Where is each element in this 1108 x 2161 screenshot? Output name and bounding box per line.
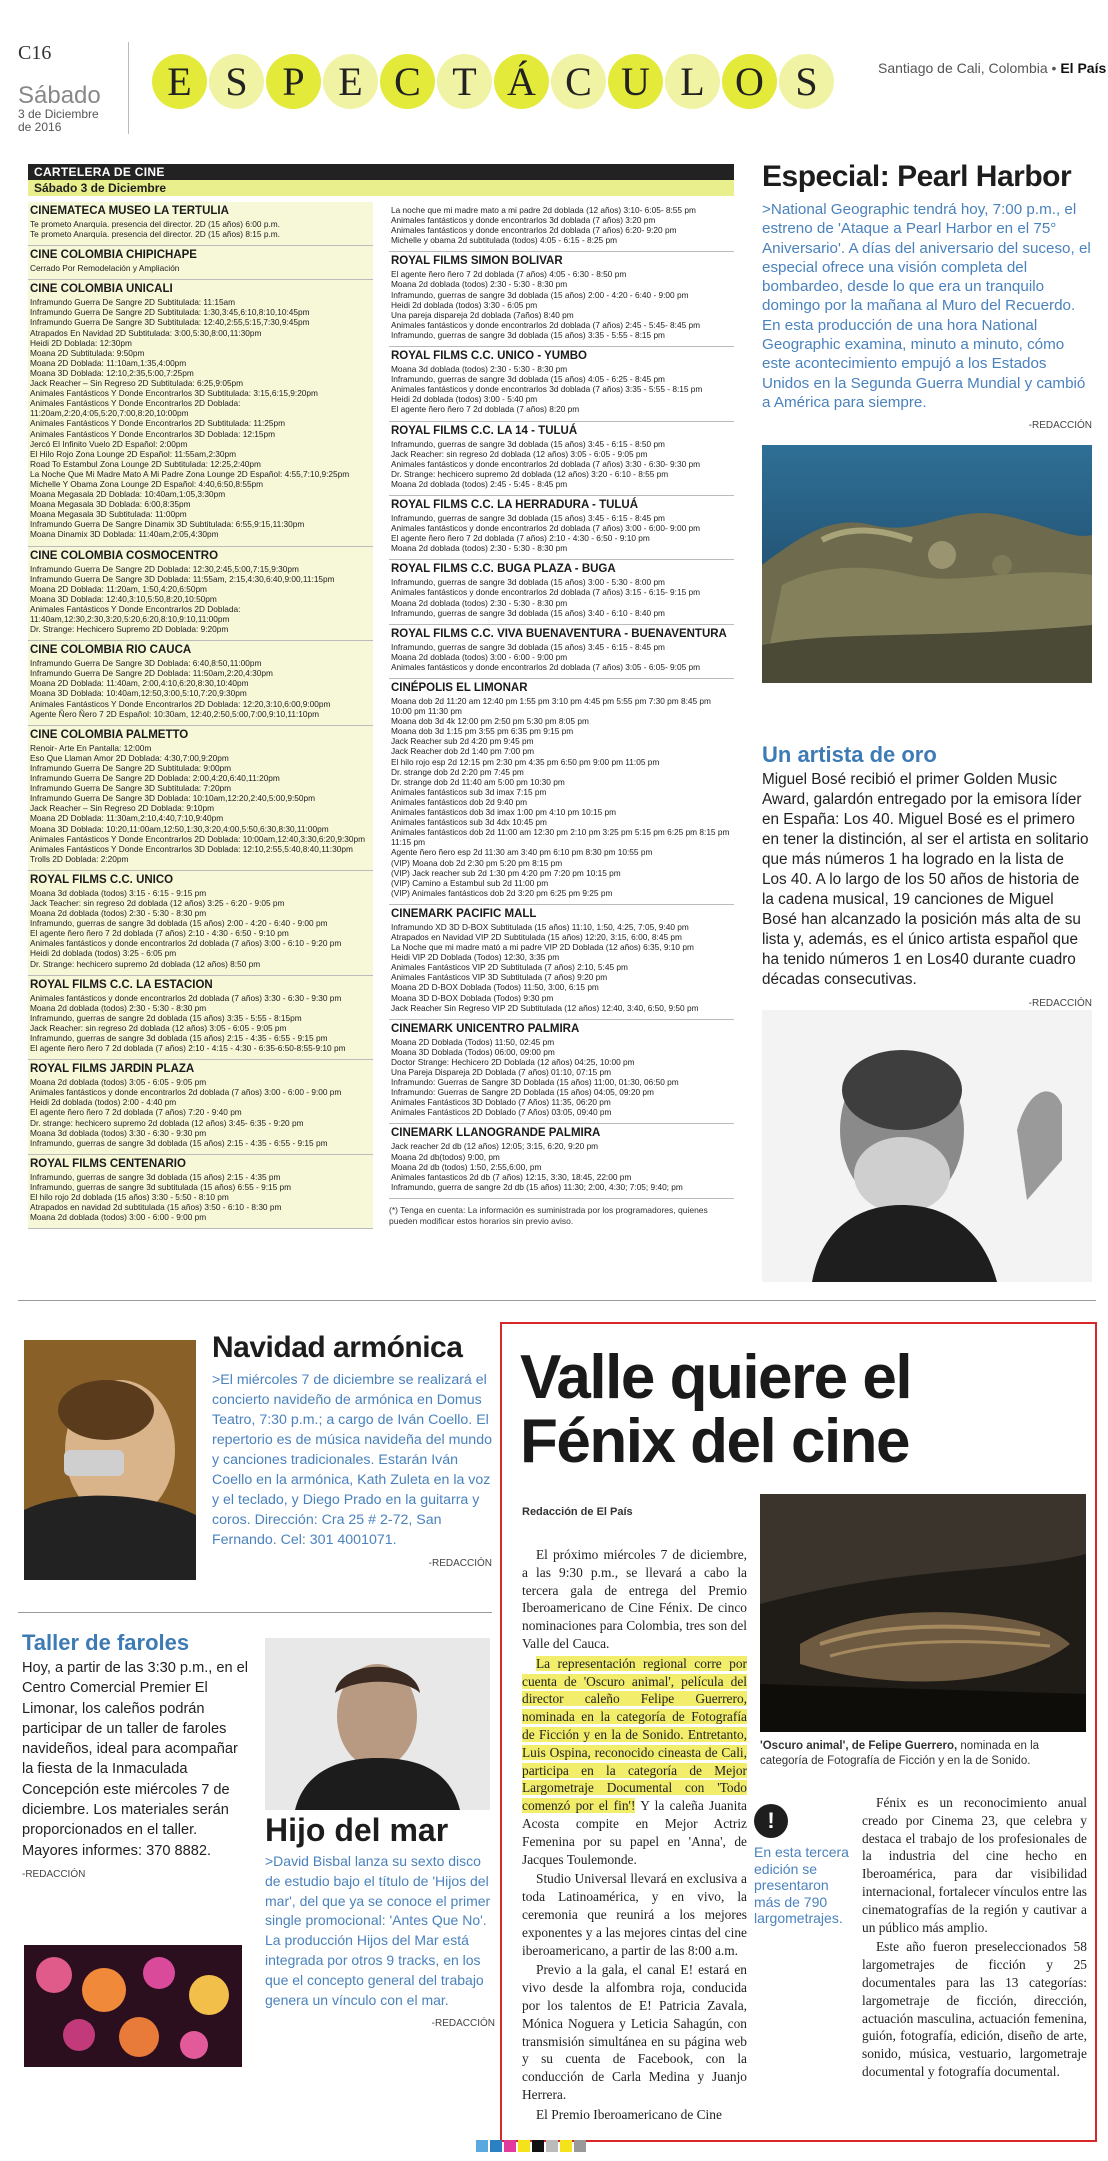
article-credit: -REDACCIÓN <box>1028 420 1092 432</box>
title-letter: C <box>551 54 606 109</box>
cinema-listing <box>389 347 734 421</box>
cinema-name: ROYAL FILMS C.C. LA 14 - TULUÁ <box>391 424 578 437</box>
section-title <box>152 54 834 109</box>
caption-text: nominada en la categoría de Fotografía de Ficción y en la de Sonido. <box>760 1740 1040 1767</box>
masthead <box>18 42 1107 134</box>
cinema-name: CINE COLOMBIA RIO CAUCA <box>30 644 192 657</box>
article-title: Hijo del mar <box>265 1812 449 1848</box>
showtimes: Jack reacher 2d db (12 años) 12:05; 3:15, 6:20, 9:20 pm Moana 2d db(todos) 9:00, pm Moana 2d db (todos) 1:50, 2:55,6:00, pm Animales fantasticos 2d db (7 años) 12:15, 3:30, 18:45, 22:00 pm Inframundo, guerra de sangre 2d db (15 años) 11:30; 2:00, 4:30; 7:05; 9:40; pm <box>391 1141 683 1192</box>
article-body: >El miércoles 7 de diciembre se realizará el concierto navideño de armónica en Domus Teatro, 7:30 p.m.; a cargo de Iván Coello. El repertorio es de música navideña del mundo y canciones tradicionales. Estarán Iván Coello en la armónica, Kath Zuleta en la voz y el teclado, y Diego Prado en la guitarra y coros. Dirección: Cra 25 # 2-72, San Fernando. Cel: 301 4001071. <box>212 1372 492 1548</box>
showtimes: Renoir- Arte En Pantalla: 12:00m Eso Que Llaman Amor 2D Doblada: 4:30,7:00,9:20pm Inframundo Guerra De Sangre 2D Subtitulada: 9:00pm Inframundo Guerra De Sangre 2D Doblada: 2:00,4:20,6:40,11:20pm Inframundo Guerra De Sangre 3D Subtitulada: 7:20pm Inframundo Guerra De Sangre 3D Doblada: 10:10am,12:20,2:40,5:00,9:50pm Jack Reacher – Sin Regreso 2D Doblada: 9:10pm Moana 2D Doblada: 11:30am,2:10,4:40,7:10,9:40pm Moana 3D Doblada: 10:20,11:00am,12:50,1:30,3:20,4:00,5:50,6:30,8:30,11:00pm Animales Fantásticos Y Donde Encontrarlos 2D Doblada: 10:00am,12:40,3:30,6:20,9:30pm Animales Fantásticos Y Donde Encontrarlos 3D Doblada: 12:10,2:55,5:40,8:40,11:30pm Trolls 2D Doblada: 2:20pm <box>30 742 366 864</box>
region-text: Santiago de Cali, Colombia • <box>878 60 1061 76</box>
title-letter: O <box>722 54 777 109</box>
showtimes: Inframundo, guerras de sangre 3d doblada (15 años) 3:45 - 6:15 - 8:45 pm Moana 2d doblada (todos) 3:00 - 6:00 - 9:00 pm Animales fantásticos y donde encontrarlos 2d doblada (7 años) 3:05 - 6:05- 9:05 pm <box>391 641 701 672</box>
divider <box>18 1612 492 1613</box>
article-credit: -REDACCIÓN <box>431 2018 495 2030</box>
showtimes: Moana dob 2d 11:20 am 12:40 pm 1:55 pm 3:10 pm 4:45 pm 5:55 pm 7:30 pm 8:45 pm 10:00 pm 11:30 pm Moana dob 3d 4k 12:00 pm 2:50 pm 5:30 pm 8:05 pm Moana dob 3d 1:15 pm 3:55 pm 6:35 pm 9:15 pm Jack Reacher sub 2d 4:20 pm 9:45 pm Jack Reacher dob 2d 1:40 pm 7:00 pm El hilo rojo esp 2d 12:15 pm 2:30 pm 4:35 pm 6:50 pm 9:00 pm 11:05 pm Dr. strange dob 2d 2:20 pm 7:45 pm Dr. strange dob 2d 11:40 am 5:00 pm 10:30 pm Animales fantásticos sub 3d imax 7:15 pm Animales fantásticos dob 2d 9:40 pm Animales fantásticos dob 3d imax 1:00 pm 4:10 pm 10:15 pm Animales fantásticos sub 3d 4dx 10:45 pm Animales fantásticos dob 2d 11:00 am 12:30 pm 2:10 pm 3:25 pm 5:15 pm 6:25 pm 8:15 pm 11:15 pm Agente ñero ñero esp 2d 11:30 am 3:40 pm 6:10 pm 8:30 pm 10:55 pm (VIP) Moana dob 2d 2:30 pm 5:20 pm 8:15 pm (VIP) Jack reacher sub 2d 1:30 pm 4:20 pm 7:20 pm 10:15 pm (VIP) Camino a Estambul sub 2d 11:00 pm (VIP) Animales fantásticos dob 2d 3:20 pm 6:25 pm 9:25 pm <box>391 696 730 898</box>
cinema-listing <box>389 202 734 252</box>
cinema-listing <box>389 496 734 560</box>
cinema-name: ROYAL FILMS JARDIN PLAZA <box>30 1063 195 1076</box>
day-label: Sábado <box>18 82 101 109</box>
article-title: Navidad armónica <box>212 1331 463 1364</box>
artista-article <box>762 742 1092 1009</box>
paragraph: Studio Universal llevará en exclusiva a toda Latinoamérica, y en vivo, la ceremonia que reunirá a los mejores exponentes y a las mejores cintas del cine iberoamericano, a partir de las 8:00 a.m. <box>522 1871 747 1958</box>
hijo-del-mar-article <box>265 1810 495 2029</box>
cinema-listing <box>389 560 734 624</box>
showtimes: Inframundo Guerra De Sangre 2D Subtitulada: 11:15am Inframundo Guerra De Sangre 2D Subtitulada: 1:30,3:45,6:10,8:10,10:45pm Inframundo Guerra De Sangre 3D Subtitulada: 12:40,2:55,5:15,7:30,9:45pm Atrapados En Navidad 2D Subtitulada: 3:00,5:30,8:00,11:30pm Heidi 2D Doblada: 12:30pm Moana 2D Subtitulada: 9:50pm Moana 2D Doblada: 11:10am,1:35,4:00pm Moana 3D Doblada: 12:10,2:35,5:00,7:25pm Jack Reacher – Sin Regreso 2D Subtitulada: 6:25,9:05pm Animales Fantásticos Y Donde Encontrarlos 3D Subtitulada: 3:15,6:15,9:20pm Animales Fantásticos Y Donde Encontrarlos 2D Doblada: 11:20am,2:20,4:05,5:20,7:00,8:20,10:00pm Animales Fantásticos Y Donde Encontrarlos 2D Subtitulada: 11:25pm Animales Fantásticos Y Donde Encontrarlos 3D Doblada: 12:15pm Jercó El Infinito Vuelo 2D Español: 2:00pm El Hilo Rojo Zona Lounge 2D Español: 11:55am,2:30pm Road To Estambul Zona Lounge 2D Subtitulada: 12:25,2:40pm La Noche Que Mi Madre Mato A Mi Padre Zona Lounge 2D Español: 4:55,7:10,9:25pm Michelle Y Obama Zona Lounge 2D Español: 4:40,6:50,8:55pm Moana Megasala 2D Doblada: 10:40am,1:05,3:30pm Moana Megasala 3D Doblada: 6:00,8:35pm Moana Megasala 3D Subtitulada: 11:00pm Inframundo Guerra De Sangre Dinamix 3D Subtitulada: 6:55,9:15,11:30pm Moana Dinamix 3D Doblada: 11:40am,2:05,4:30pm <box>30 297 350 540</box>
paragraph-text: Y la caleña Juanita Acosta compite en Mejor Actriz Femenina por su papel en 'Anna', de Jacques Toulemonde. <box>522 1798 747 1867</box>
showtimes: El agente ñero ñero 7 2d doblada (7 años) 4:05 - 6:30 - 8:50 pm Moana 2d doblada (todos) 2:30 - 5:30 - 8:30 pm Inframundo, guerras de sangre 3d doblada (15 años) 2:00 - 4:20 - 6:40 - 9:00 pm Heidi 2d doblada (todos) 3:30 - 6:05 pm Una pareja dispareja 2d doblada (7años) 8:40 pm Animales fantásticos y donde encontrarlos 2d doblada (7 años) 2:45 - 5:45- 8:45 pm Inframundo, guerras de sangre 3d doblada (15 años) 3:35 - 5:55 - 8:15 pm <box>391 269 701 340</box>
divider <box>128 42 129 134</box>
cinema-name: CINEMARK UNICENTRO PALMIRA <box>391 1022 580 1035</box>
showtimes: Cerrado Por Remodelación y Ampliación <box>30 263 180 274</box>
title-letter: C <box>380 54 435 109</box>
showtimes: Moana 2d doblada (todos) 3:05 - 6:05 - 9:05 pm Animales fantásticos y donde encontrarlos 2d doblada (7 años) 3:00 - 6:00 - 9:00 pm Heidi 2d doblada (todos) 2:00 - 4:40 pm El agente ñero ñero 7 2d doblada (7 años) 7:20 - 9:40 pm Dr. strange: hechicero supremo 2d doblada (12 años) 3:45- 6:35 - 9:20 pm Moana 3d doblada (todos) 3:30 - 6:30 - 9:30 pm Inframundo, guerras de sangre 3d doblada (15 años) 2:15 - 4:35 - 6:55 - 9:15 pm <box>30 1077 342 1148</box>
cinema-name: CINÉPOLIS EL LIMONAR <box>391 682 528 694</box>
print-color-bar <box>476 2140 586 2152</box>
cinema-listing <box>28 1060 373 1155</box>
article-body: >National Geographic tendrá hoy, 7:00 p.m., el estreno de 'Ataque a Pearl Harbor en el 75° Aniversario'. A días del aniversario del suceso, el especial ofrece una visión completa del bombardeo, desde lo que era un tranquilo domingo por la mañana al Muro del Recuerdo. En esta producción de una hora National Geographic examina, minuto a minuto, cómo este acontecimiento empujó a los Estados Unidos en la Segunda Guerra Mundial y cambió a América para siempre. <box>762 201 1091 411</box>
harmonica-player-photo <box>24 1340 196 1580</box>
cinema-name: ROYAL FILMS C.C. UNICO - YUMBO <box>391 350 587 363</box>
cinema-listing <box>389 1020 734 1125</box>
cinema-listing <box>28 641 373 726</box>
showtimes: Inframundo Guerra De Sangre 3D Doblada: 6:40,8:50,11:00pm Inframundo Guerra De Sangre 2D Doblada: 11:50am,2:20,4:30pm Moana 2D Doblada: 11:40am, 2:00,4:10,6:20,8:30,10:40pm Moana 3D Doblada: 10:40am,12:50,3:00,5:10,7:20,9:30pm Animales Fantásticos Y Donde Encontrarlos 2D Doblada: 12:20,3:10,6:00,9:00pm Agente Ñero Ñero 7 2D Español: 10:30am, 12:40,2:50,5:00,7:00,9:10,11:10pm <box>30 658 331 719</box>
region-label <box>878 60 1106 76</box>
article-credit: -REDACCIÓN <box>428 1558 492 1569</box>
reef-photo <box>762 445 1092 683</box>
showtimes: Inframundo, guerras de sangre 3d doblada (15 años) 3:00 - 5:30 - 8:00 pm Animales fantásticos y donde encontrarlos 2d doblada (7 años) 3:15 - 6:15- 9:15 pm Moana 2d doblada (todos) 2:30 - 5:30 - 8:30 pm Inframundo, guerras de sangre 3d doblada (15 años) 3:40 - 6:10 - 8:40 pm <box>391 577 701 618</box>
faroles-article <box>22 1630 252 1880</box>
title-letter: S <box>209 54 264 109</box>
title-letter: P <box>266 54 321 109</box>
cinema-listing <box>28 280 373 546</box>
title-letter: Á <box>494 54 549 109</box>
article-body-col2 <box>862 1794 1087 2083</box>
article-body: Miguel Bosé recibió el primer Golden Music Award, galardón entregado por la emisora líder en España: Los 40. Miguel Bosé es el primero en tener la distinción, al ser el artista en solitario que más números 1 ha logrado en la lista de Los 40. A lo largo de los 50 años de historia de la cadena musical, 19 canciones de Miguel Bosé han alcanzado la posición más alta de su lista y, además, es el único artista español que ha tenido números 1 en Los40 durante cuadro décadas consecutivas. <box>762 771 1089 988</box>
date-label: 3 de Diciembre de 2016 <box>18 107 99 134</box>
cinema-listing <box>28 1155 373 1229</box>
highlighted-text: La representación regional corre por cuenta de 'Oscuro animal', película del director caleño Felipe Guerrero, nominada en la categoría de Fotografía de Ficción y en la de Sonido. Entretanto, Luis Ospina, reconocido cineasta de Cali, participa en la categoría de Mejor Largometraje Documental con 'Todo comenzó por el fin'! <box>522 1655 747 1814</box>
article-credit: -REDACCIÓN <box>22 1868 86 1880</box>
david-bisbal-photo <box>265 1638 490 1810</box>
cinema-listing <box>28 976 373 1061</box>
cinema-name: ROYAL FILMS SIMON BOLIVAR <box>391 255 563 268</box>
showtimes: Te prometo Anarquía. presencia del director. 2D (15 años) 6:00 p.m. Te prometo Anarquía. presencia del director. 2D (15 años) 8:15 p.m. <box>30 219 280 240</box>
photo-caption <box>760 1739 1086 1769</box>
cinema-listing <box>389 1124 734 1198</box>
paper-name: El País <box>1060 60 1107 76</box>
title-letter: E <box>152 54 207 109</box>
paragraph: Previo a la gala, el canal E! estará en vivo desde la alfombra roja, conducida por los talentos de E! Patricia Zavala, Mónica Noguera y Leticia Sahagún, con transmisión simultánea en su página web y su cuenta de Facebook, con la conducción de Carla Medina y Juanjo Herrera. <box>522 1962 747 2102</box>
showtimes: Moana 2D Doblada (Todos) 11:50, 02:45 pm Moana 3D Doblada (Todos) 06:00, 09:00 pm Doctor Strange: Hechicero 2D Doblada (12 años) 04:25, 10:00 pm Una Pareja Dispareja 2D Doblada (7 años) 01:10, 07:15 pm Inframundo: Guerras de Sangre 3D Doblada (15 años) 11:00, 01:30, 06:50 pm Inframundo: Guerras de Sangre 2D Doblada (15 años) 04:05, 09:20 pm Animales Fantásticos 3D Doblado (7 Años) 11:35, 06:20 pm Animales Fantásticos 2D Doblado (7 Años) 03:05, 09:40 pm <box>391 1036 679 1118</box>
paragraph: Fénix es un reconocimiento anual creado por Cinema 23, que celebra y destaca el trabajo de los profesionales de la industria del cine hecho en Iberoamérica, para dar visibilidad internacional, fortalecer vínculos entre las cinematografías de la región y cautivar a un público más amplio. <box>862 1795 1087 1935</box>
showtimes: Inframundo, guerras de sangre 3d doblada (15 años) 3:45 - 6:15 - 8:45 pm Animales fantásticos y donde encontrarlos 2d doblada (7 años) 3:00 - 6:00- 9:00 pm El agente ñero ñero 7 2d doblada (7 años) 2:10 - 4:30 - 6:50 - 9:10 pm Moana 2d doblada (todos) 2:30 - 5:30 - 8:30 pm <box>391 512 701 554</box>
paragraph: El próximo miércoles 7 de diciembre, a las 9:30 p.m., se llevará a cabo la tercera gala de entrega del Premio Iberoamericano de Cine Fénix. De cinco nominaciones para Colombia, tres son del Valle del Cauca. <box>522 1547 747 1651</box>
cinema-listing <box>389 679 734 905</box>
pearl-harbor-article <box>762 160 1092 431</box>
valle-article-box <box>500 1322 1097 2142</box>
showtimes: Inframundo, guerras de sangre 3d doblada (15 años) 3:45 - 6:15 - 8:50 pm Jack Reacher: sin regreso 2d doblada (12 años) 3:05 - 6:05 - 9:05 pm Animales fantásticos y donde encontrarlos 2d doblada (7 años) 3:30 - 6:30- 9:30 pm Dr. Strange: hechicero supremo 2d doblada (12 años) 3:20 - 6:10 - 8:55 pm Moana 2d doblada (todos) 2:45 - 5:45 - 8:45 pm <box>391 438 701 489</box>
cinema-name: ROYAL FILMS CENTENARIO <box>30 1157 186 1170</box>
caption-bold: 'Oscuro animal', de Felipe Guerrero, <box>760 1740 958 1752</box>
cartelera-title: CARTELERA DE CINE <box>28 164 734 180</box>
cartelera <box>28 164 734 1284</box>
cinema-name: ROYAL FILMS C.C. UNICO <box>30 873 174 886</box>
cinema-name: CINE COLOMBIA COSMOCENTRO <box>30 549 219 562</box>
cinema-listing <box>389 625 734 679</box>
pull-quote <box>754 1804 854 1927</box>
cartelera-note: (*) Tenga en cuenta: La información es suministrada por los programadores, quienes pueden modificar estos horarios sin previo aviso. <box>389 1204 708 1226</box>
cinema-name: ROYAL FILMS C.C. LA ESTACION <box>30 978 213 991</box>
showtimes: Moana 3d doblada (todos) 3:15 - 6:15 - 9:15 pm Jack Teacher: sin regreso 2d doblada (12 años) 3:25 - 6:20 - 9:05 pm Moana 2d doblada (todos) 2:30 - 5:30 - 8:30 pm Inframundo, guerras de sangre 3d doblada (15 años) 2:00 - 4:20 - 6:40 - 9:00 pm El agente ñero ñero 7 2d doblada (7 años) 2:10 - 4:30 - 6:50 - 9:10 pm Animales fantásticos y donde encontrarlos 2d doblada (7 años) 3:00 - 6:10 - 9:20 pm Heidi 2d doblada (todos) 3:25 - 6:05 pm Dr. Strange: hechicero supremo 2d doblada (12 años) 8:50 pm <box>30 887 342 969</box>
cinema-name: CINE COLOMBIA CHIPICHAPE <box>30 249 197 262</box>
cinema-name: ROYAL FILMS C.C. BUGA PLAZA - BUGA <box>391 563 616 576</box>
showtimes: Inframundo XD 3D D-BOX Subtitulada (15 años) 11:10, 1:50, 4:25, 7:05, 9:40 pm Atrapados en Navidad VIP 2D Subtitulada (15 años) 12:20, 3:15, 6:00, 8:45 pm La Noche que mi madre mató a mi padre VIP 2D Doblada (12 años) 6:35, 9:10 pm Heidi VIP 2D Doblada (Todos) 12:30, 3:35 pm Animales Fantásticos VIP 2D Subtitulada (7 años) 2:10, 5:45 pm Animales Fantásticos VIP 3D Subtitulada (7 años) 9:20 pm Moana 2D D-BOX Doblada (Todos) 11:50, 3:00, 6:15 pm Moana 3D D-BOX Doblada (Todos) 9:30 pm Jack Reacher Sin Regreso VIP 2D Subtitulada (12 años) 12:40, 3:40, 6:50, 9:50 pm <box>391 921 699 1013</box>
cinema-listing <box>389 252 734 347</box>
showtimes: Animales fantásticos y donde encontrarlos 2d doblada (7 años) 3:30 - 6:30 - 9:30 pm Moana 2d doblada (todos) 2:30 - 5:30 - 8:30 pm Inframundo, guerras de sangre 2d doblada (15 años) 3:35 - 5:55 - 8:15pm Jack Reacher: sin regreso 2d doblada (12 años) 3:05 - 6:05 - 9:05 pm Inframundo, guerras de sangre 3d doblada (15 años) 2:15 - 4:35 - 6:55 - 9:15 pm El agente ñero ñero 7 2d doblada (7 años) 2:10 - 4:15 - 4:30 - 6:35-6:50-8:55-9:10 pm <box>30 992 346 1054</box>
article-title: Taller de faroles <box>22 1630 190 1655</box>
showtimes: Moana 3d doblada (todos) 2:30 - 5:30 - 8:30 pm Inframundo, guerras de sangre 3d doblada (15 años) 4:05 - 6:25 - 8:45 pm Animales fantásticos y donde encontrarlos 3d doblada (7 años) 3:35 - 5:55 - 8:15 pm Heidi 2d doblada (todos) 3:00 - 5:40 pm El agente ñero ñero 7 2d doblada (7 años) 8:20 pm <box>391 364 703 415</box>
cinema-name: CINEMATECA MUSEO LA TERTULIA <box>30 205 229 217</box>
cinema-listing <box>389 905 734 1020</box>
cinema-name: CINEMARK PACIFIC MALL <box>391 907 537 920</box>
cinema-listing <box>28 871 373 976</box>
article-title: Un artista de oro <box>762 742 937 767</box>
cartelera-column-left <box>28 202 373 1229</box>
divider <box>18 1300 1096 1301</box>
cinema-name: ROYAL FILMS C.C. LA HERRADURA - TULUÁ <box>391 498 639 511</box>
title-letter: U <box>608 54 663 109</box>
page-number: C16 <box>18 42 52 64</box>
cinema-name: CINE COLOMBIA UNICALI <box>30 283 173 296</box>
article-headline: Valle quiere el Fénix del cine <box>520 1343 912 1476</box>
title-letter: T <box>437 54 492 109</box>
cinema-name: CINEMARK LLANOGRANDE PALMIRA <box>391 1127 601 1140</box>
exclamation-icon: ! <box>754 1804 788 1838</box>
article-title: Especial: Pearl Harbor <box>762 160 1072 193</box>
cinema-listing <box>28 726 373 871</box>
article-body: >David Bisbal lanza su sexto disco de estudio bajo el título de 'Hijos del mar', del que ya se conoce el primer single promocional: 'Antes Que No'. La producción Hijos del Mar está integrada por otros 9 tracks, en los que el concepto general del trabajo genera un vínculo con el mar. <box>265 1853 491 2008</box>
article-credit: -REDACCIÓN <box>1028 998 1092 1009</box>
oscuro-animal-photo <box>760 1494 1086 1732</box>
article-body: Hoy, a partir de las 3:30 p.m., en el Centro Comercial Premier El Limonar, los caleños podrán participar de un taller de faroles navideños, ideal para acompañar la fiesta de la Inmaculada Concepción este miércoles 7 de diciembre. Los materiales serán proporcionados en el taller. Mayores informes: 370 8882. <box>22 1660 249 1859</box>
paragraph: Este año fueron preseleccionados 58 largometrajes de ficción y 25 documentales para las 13 categorías: largometraje de ficción, dirección, actuación masculina, actuación femenina, guión, fotografía, edición, diseño de arte, sonido, música, vestuario, largometraje documental y fotografía documental. <box>862 1939 1087 2079</box>
navidad-article <box>212 1330 492 1569</box>
article-body-col1 <box>522 1546 747 2126</box>
article-byline: Redacción de El País <box>522 1506 633 1518</box>
showtimes: Inframundo, guerras de sangre 3d doblada (15 años) 2:15 - 4:35 pm Inframundo, guerras de sangre 3d subtitulada (15 años) 6:55 - 9:15 pm El hilo rojo 2d doblada (15 años) 3:30 - 5:50 - 8:10 pm Atrapados en navidad 2d subtitulada (15 años) 3:50 - 6:10 - 8:30 pm Moana 2d doblada (todos) 3:00 - 6:00 - 9:00 pm <box>30 1171 292 1223</box>
paragraph <box>522 1655 747 1869</box>
cartelera-column-right <box>389 202 734 1229</box>
title-letter: S <box>779 54 834 109</box>
title-letter: L <box>665 54 720 109</box>
cinema-listing <box>28 246 373 280</box>
cinema-name: CINE COLOMBIA PALMETTO <box>30 728 189 741</box>
cartelera-date: Sábado 3 de Diciembre <box>28 180 734 196</box>
title-letter: E <box>323 54 378 109</box>
cinema-listing <box>28 547 373 642</box>
miguel-bose-photo <box>762 1010 1092 1282</box>
showtimes: La noche que mi madre mato a mi padre 2d doblada (12 años) 3:10- 6:05- 8:55 pm Animales fantásticos y donde encontrarlos 3d doblada (7 años) 3:20 pm Animales fantásticos y donde encontrarlos 2d doblada (7 años) 6:20- 9:20 pm Michelle y obama 2d subtitulada (todos) 4:05 - 6:15 - 8:25 pm <box>391 205 696 246</box>
cinema-listing <box>28 202 373 246</box>
lanterns-photo <box>24 1945 242 2067</box>
cinema-name: ROYAL FILMS C.C. VIVA BUENAVENTURA - BUENAVENTURA <box>391 627 727 640</box>
pull-quote-text: En esta tercera edición se presentaron más de 790 largometrajes. <box>754 1844 849 1926</box>
paragraph: El Premio Iberoamericano de Cine <box>536 2106 722 2122</box>
cinema-listing <box>389 422 734 496</box>
showtimes: Inframundo Guerra De Sangre 2D Doblada: 12:30,2:45,5:00,7:15,9:30pm Inframundo Guerra De Sangre 3D Doblada: 11:55am, 2:15,4:30,6:40,9:00,11:15pm Moana 2D Doblada: 11:20am, 1:50,4:20,6:50pm Moana 3D Doblada: 12:40,3:10,5:50,8:20,10:50pm Animales Fantásticos Y Donde Encontrarlos 2D Doblada: 11:40am,12:30,2:30,3:20,5:20,6:20,8:10,9:10,11:00pm Dr. Strange: Hechicero Supremo 2D Doblada: 9:20pm <box>30 563 335 635</box>
